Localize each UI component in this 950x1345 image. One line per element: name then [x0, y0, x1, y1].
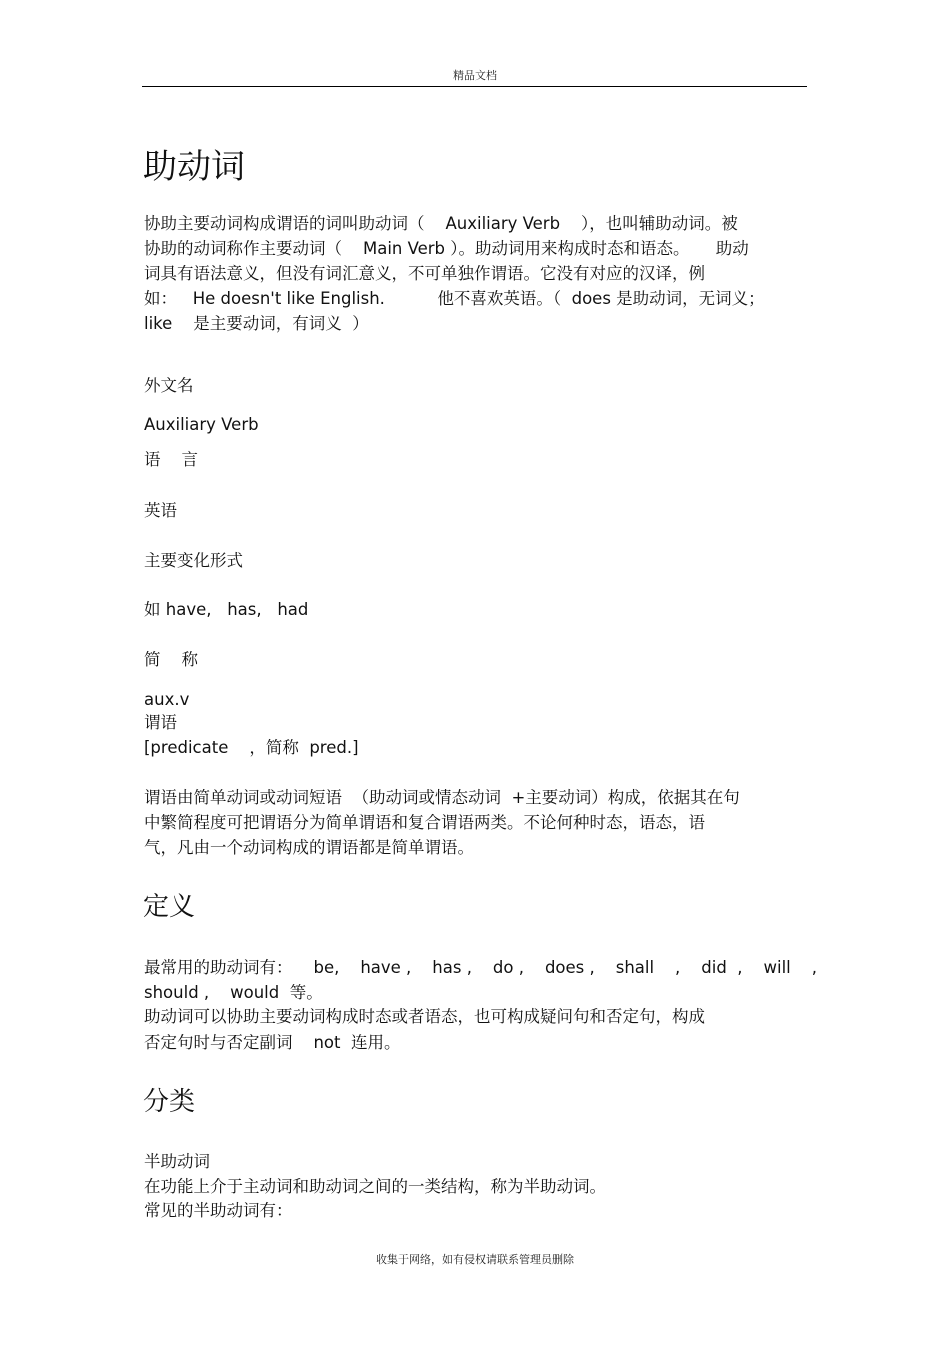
predicate-label: 谓语: [144, 713, 177, 732]
page-header-label: 精品文档: [453, 69, 497, 82]
paragraph-line: 半助动词: [144, 1152, 210, 1171]
paragraph-line: 否定句时与否定副词 not 连用。: [144, 1033, 401, 1052]
section-heading-definition: 定义: [143, 892, 196, 922]
paragraph-line: 在功能上介于主动词和助动词之间的一类结构，称为半助动词。: [144, 1177, 606, 1196]
predicate-value: [predicate ，简称 pred.]: [144, 738, 359, 757]
paragraph-line: 谓语由简单动词或动词短语 （助动词或情态动词 +主要动词）构成，依据其在句: [144, 788, 740, 807]
abbr-value: aux.v: [144, 690, 190, 709]
paragraph-line: 如： He doesn't like English. 他不喜欢英语。（ does 是助动词，无词义；: [144, 289, 765, 308]
abbr-label: 简 称: [144, 650, 198, 669]
paragraph-line: like 是主要动词，有词义 ）: [144, 314, 369, 333]
paragraph-line: 协助主要动词构成谓语的词叫助动词（ Auxiliary Verb ），也叫辅助动词。被: [144, 214, 738, 233]
language-label: 语 言: [144, 450, 198, 469]
paragraph-line: 最常用的助动词有： be, have , has , do , does , shall , did , will ,: [144, 958, 817, 977]
paragraph-line: 气，凡由一个动词构成的谓语都是简单谓语。: [144, 838, 474, 857]
paragraph-line: 协助的动词称作主要动词（ Main Verb ）。助动词用来构成时态和语态。 助动: [144, 239, 749, 258]
paragraph-line: 常见的半助动词有：: [144, 1201, 293, 1220]
section-heading-classification: 分类: [143, 1087, 196, 1117]
paragraph-line: 助动词可以协助主要动词构成时态或者语态，也可构成疑问句和否定句，构成: [144, 1007, 705, 1026]
page-title: 助动词: [143, 147, 245, 187]
paragraph-line: 中繁简程度可把谓语分为简单谓语和复合谓语两类。不论何种时态，语态，语: [144, 813, 705, 832]
forms-label: 主要变化形式: [144, 551, 243, 570]
paragraph-line: should , would 等。: [144, 983, 323, 1002]
paragraph-line: 词具有语法意义，但没有词汇意义，不可单独作谓语。它没有对应的汉译，例: [144, 264, 705, 283]
foreign-name-label: 外文名: [144, 376, 194, 395]
language-value: 英语: [144, 501, 177, 520]
forms-value: 如 have, has, had: [144, 600, 309, 619]
foreign-name-value: Auxiliary Verb: [144, 415, 259, 434]
page-footer-label: 收集于网络，如有侵权请联系管理员删除: [376, 1253, 574, 1266]
header-divider: [142, 86, 807, 87]
